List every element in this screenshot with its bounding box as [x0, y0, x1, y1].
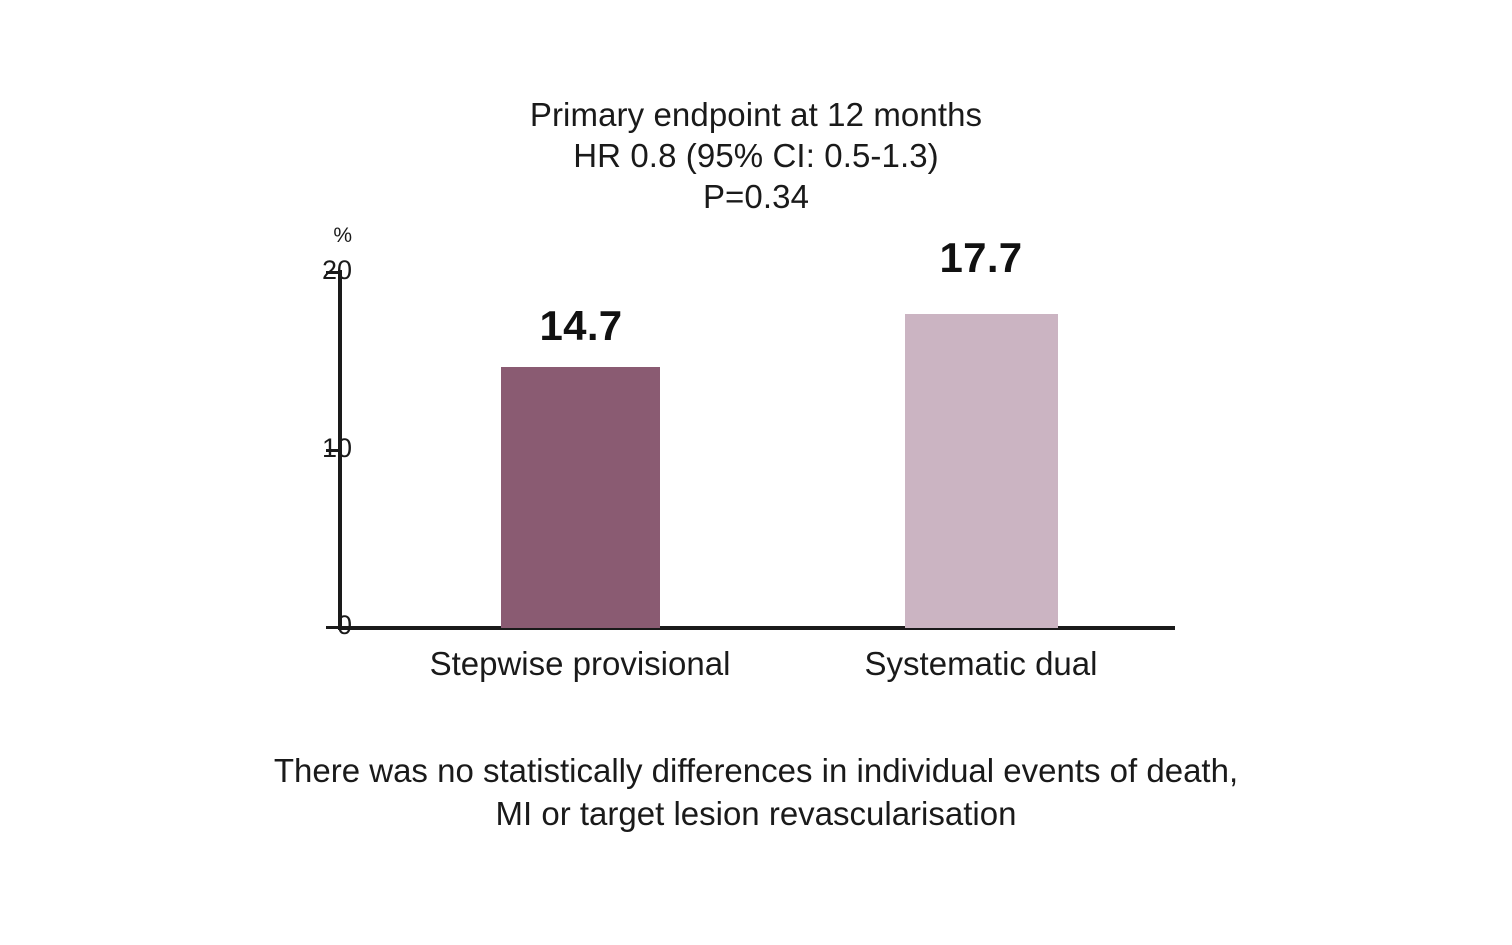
bar-stepwise-provisional [501, 367, 660, 628]
chart-footnote [0, 750, 1512, 836]
y-axis-unit-label: % [333, 224, 352, 247]
y-tick-label-20: 20 [321, 255, 352, 285]
title-line-3: P=0.34 [702, 177, 810, 215]
footnote-line-2: MI or target lesion revascularisation [495, 794, 1017, 832]
category-label-stepwise-provisional: Stepwise provisional [429, 645, 731, 682]
y-tick-label-0: 0 [336, 610, 352, 640]
title-line-2: HR 0.8 (95% CI: 0.5-1.3) [573, 136, 939, 174]
bar-value-systematic-dual: 17.7 [939, 234, 1023, 281]
title-line-1: Primary endpoint at 12 months [529, 96, 983, 133]
footnote-line-1: There was no statistically differences in individual events of death, [273, 752, 1239, 789]
category-label-systematic-dual: Systematic dual [864, 645, 1098, 682]
y-tick-label-10: 10 [321, 433, 352, 463]
bar-systematic-dual [905, 314, 1058, 628]
bar-value-stepwise-provisional: 14.7 [539, 302, 623, 349]
